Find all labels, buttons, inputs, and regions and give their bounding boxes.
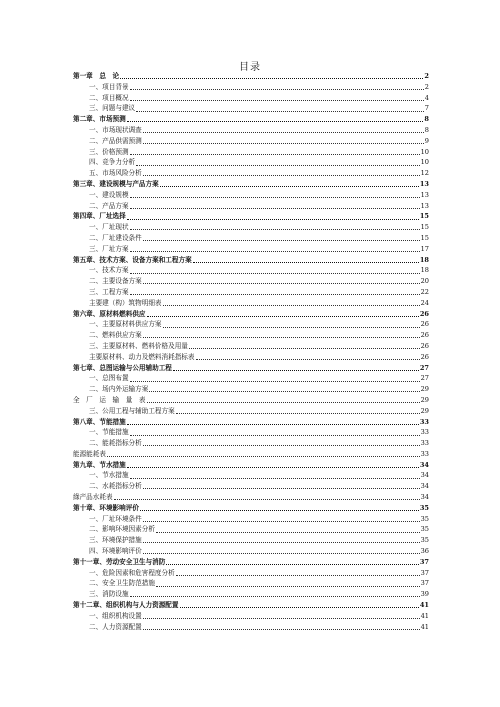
toc-page-number: 35 — [419, 503, 429, 512]
toc-page-number: 27 — [420, 374, 429, 383]
dot-leader — [189, 348, 420, 349]
dot-leader — [143, 240, 420, 241]
toc-entry-title: 一、厂址环境条件 — [89, 514, 142, 523]
toc-entry-title: 一、危险因素和危害程度分析 — [89, 568, 175, 577]
toc-chapter-entry[interactable] — [73, 114, 429, 125]
toc-entry-title: 二、场内外运输方案 — [89, 385, 149, 394]
toc-section-entry[interactable] — [73, 449, 429, 460]
toc-page-number: 2 — [424, 82, 429, 91]
toc-page-number: 41 — [420, 611, 429, 620]
dot-leader — [127, 467, 419, 468]
toc-entry-title: 二、影响环境因素分析 — [89, 525, 155, 534]
dot-leader — [107, 456, 420, 457]
dot-leader — [143, 283, 420, 284]
toc-entry-title: 一、厂址现状 — [89, 223, 129, 232]
dot-leader — [130, 251, 420, 252]
dot-leader — [176, 413, 420, 414]
toc-section-entry[interactable] — [73, 147, 429, 158]
toc-section-entry[interactable] — [73, 589, 429, 600]
toc-chapter-entry[interactable] — [73, 255, 429, 266]
dot-leader — [120, 78, 423, 79]
dot-leader — [130, 381, 420, 382]
toc-entry-title: 四、环境影响评价 — [89, 547, 142, 556]
toc-entry-title: 全 厂 运 输 量 表 — [73, 395, 146, 404]
toc-page-number: 37 — [420, 579, 429, 588]
toc-entry-title: 一、主要原材料供应方案 — [89, 320, 162, 329]
toc-section-entry[interactable] — [73, 233, 429, 244]
toc-page-number: 33 — [420, 439, 429, 448]
toc-entry-title: 第十一章、劳动安全卫生与消防 — [73, 557, 166, 566]
toc-entry-title: 三、主要原材料、燃料价格及用量 — [89, 341, 188, 350]
toc-entry-title: 三、公用工程与辅助工程方案 — [89, 406, 175, 415]
toc-section-entry[interactable] — [73, 492, 429, 503]
toc-entry-title: 一、项目背景 — [89, 82, 129, 91]
toc-section-entry[interactable] — [73, 276, 429, 287]
dot-leader — [136, 111, 424, 112]
dot-leader — [130, 229, 420, 230]
dot-leader — [156, 532, 420, 533]
toc-page-number: 13 — [420, 190, 429, 199]
toc-page-number: 29 — [420, 406, 429, 415]
dot-leader — [143, 542, 420, 543]
toc-page-number: 18 — [419, 255, 429, 264]
toc-entry-title: 二、项目概况 — [89, 93, 129, 102]
toc-chapter-entry[interactable] — [73, 363, 429, 374]
toc-entry-title: 三、价格预测 — [89, 147, 129, 156]
toc-page-number: 35 — [420, 536, 429, 545]
toc-chapter-entry[interactable] — [73, 71, 429, 82]
toc-title: 目录 — [239, 62, 261, 73]
toc-entry-title: 四、竞争力分析 — [89, 158, 136, 167]
toc-section-entry[interactable] — [73, 157, 429, 168]
toc-page-number: 17 — [420, 244, 429, 253]
toc-page-number: 10 — [420, 147, 429, 156]
toc-page-number: 29 — [420, 385, 429, 394]
toc-chapter-entry[interactable] — [73, 460, 429, 471]
toc-entry-title: 二、产品供需预测 — [89, 136, 142, 145]
toc-entry-title: 二、能耗指标分析 — [89, 439, 142, 448]
toc-entry-title: 二、人力资源配置 — [89, 622, 142, 631]
toc-page-number: 10 — [420, 158, 429, 167]
toc-page-number: 26 — [420, 331, 429, 340]
toc-section-entry[interactable] — [73, 568, 429, 579]
toc-section-entry[interactable] — [73, 298, 429, 309]
toc-page-number: 41 — [419, 601, 429, 610]
dot-leader — [143, 488, 420, 489]
toc-chapter-entry[interactable] — [73, 557, 429, 568]
toc-entry-title: 第十二章、组织机构与人力资源配置 — [73, 601, 179, 610]
toc-entry-title: 第六章、原材料燃料供应 — [73, 309, 146, 318]
toc-page-number: 15 — [420, 223, 429, 232]
toc-page-number: 15 — [419, 212, 429, 221]
toc-entry-title: 一、建设规模 — [89, 190, 129, 199]
dot-leader — [143, 629, 420, 630]
dot-leader — [130, 197, 420, 198]
toc-entry-title: 一、市场现状调查 — [89, 125, 142, 134]
toc-entry-title: 三、问题与建议 — [89, 104, 136, 113]
dot-leader — [130, 100, 424, 101]
toc-section-entry[interactable] — [73, 384, 429, 395]
toc-entry-title: 一、节水措施 — [89, 471, 129, 480]
toc-page-number: 13 — [419, 179, 429, 188]
toc-page-number: 22 — [420, 287, 429, 296]
toc-section-entry[interactable] — [73, 330, 429, 341]
dot-leader — [136, 165, 419, 166]
toc-page-number: 26 — [420, 320, 429, 329]
toc-page-number: 34 — [419, 460, 429, 469]
toc-section-entry[interactable] — [73, 341, 429, 352]
toc-section-entry[interactable] — [73, 190, 429, 201]
toc-page-number: 37 — [419, 557, 429, 566]
toc-entry-title: 二、水耗指标分析 — [89, 482, 142, 491]
toc-section-entry[interactable] — [73, 611, 429, 622]
toc-page-number: 34 — [420, 482, 429, 491]
toc-entry-title: 第四章、厂址选择 — [73, 212, 126, 221]
dot-leader — [114, 499, 420, 500]
toc-section-entry[interactable] — [73, 287, 429, 298]
toc-page-number: 18 — [420, 266, 429, 275]
dot-leader — [130, 435, 420, 436]
toc-page-number: 9 — [424, 136, 429, 145]
toc-section-entry[interactable] — [73, 373, 429, 384]
toc-section-entry[interactable] — [73, 265, 429, 276]
toc-chapter-entry[interactable] — [73, 179, 429, 190]
toc-section-entry[interactable] — [73, 578, 429, 589]
dot-leader — [180, 607, 419, 608]
dot-leader — [130, 89, 424, 90]
toc-section-entry[interactable] — [73, 524, 429, 535]
toc-section-entry[interactable] — [73, 535, 429, 546]
toc-entry-title: 第八章、节能措施 — [73, 417, 126, 426]
toc-section-entry[interactable] — [73, 481, 429, 492]
toc-page-number: 27 — [419, 363, 429, 372]
toc-entry-title: 第二章、市场预测 — [73, 115, 126, 124]
dot-leader — [143, 175, 420, 176]
toc-section-entry[interactable] — [73, 514, 429, 525]
toc-page-number: 33 — [419, 417, 429, 426]
toc-entry-title: 第三章、建设规模与产品方案 — [73, 179, 159, 188]
toc-entry-title: 一、节能措施 — [89, 428, 129, 437]
dot-leader — [143, 553, 420, 554]
toc-entry-title: 第五章、技术方案、设备方案和工程方案 — [73, 255, 192, 264]
toc-page-number: 33 — [420, 449, 429, 458]
dot-leader — [143, 143, 424, 144]
toc-page-number: 33 — [420, 428, 429, 437]
toc-entry-title: 二、安全卫生防范措施 — [89, 579, 155, 588]
dot-leader — [147, 316, 419, 317]
dot-leader — [143, 132, 424, 133]
toc-page-number: 26 — [419, 309, 429, 318]
toc-section-entry[interactable] — [73, 546, 429, 557]
toc-entry-title: 主要原材料、动力及燃料消耗指标表 — [89, 352, 195, 361]
toc-page-number: 34 — [420, 471, 429, 480]
dot-leader — [149, 391, 419, 392]
dot-leader — [143, 337, 420, 338]
toc-entry-title: 二、厂址建设条件 — [89, 233, 142, 242]
toc-entry-title: 一、组织机构设置 — [89, 611, 142, 620]
dot-leader — [130, 596, 420, 597]
toc-entry-title: 能源能耗表 — [73, 449, 106, 458]
toc-section-entry[interactable] — [73, 352, 429, 363]
dot-leader — [160, 186, 419, 187]
dot-leader — [127, 219, 419, 220]
dot-leader — [130, 208, 420, 209]
toc-page-number: 37 — [420, 568, 429, 577]
toc-page-number: 4 — [424, 93, 429, 102]
toc-section-entry[interactable] — [73, 622, 429, 633]
dot-leader — [130, 154, 420, 155]
dot-leader — [143, 521, 420, 522]
dot-leader — [196, 359, 420, 360]
dot-leader — [127, 424, 419, 425]
dot-leader — [130, 273, 420, 274]
toc-section-entry[interactable] — [73, 319, 429, 330]
toc-page-number: 26 — [420, 352, 429, 361]
toc-page-number: 35 — [420, 514, 429, 523]
toc-page-number: 24 — [420, 298, 429, 307]
toc-page-number: 41 — [420, 622, 429, 631]
toc-section-entry[interactable] — [73, 222, 429, 233]
toc-chapter-entry[interactable] — [73, 417, 429, 428]
toc-page-number: 26 — [420, 341, 429, 350]
dot-leader — [143, 445, 420, 446]
toc-chapter-entry[interactable] — [73, 600, 429, 611]
dot-leader — [143, 618, 420, 619]
toc-entry-title: 一、技术方案 — [89, 266, 129, 275]
toc-chapter-entry[interactable] — [73, 309, 429, 320]
toc-page-number: 2 — [424, 72, 429, 80]
dot-leader — [173, 370, 419, 371]
toc-section-entry[interactable] — [73, 427, 429, 438]
toc-section-entry[interactable] — [73, 103, 429, 114]
toc-page-number: 36 — [420, 547, 429, 556]
toc-section-entry[interactable] — [73, 438, 429, 449]
toc-entry-title: 五、市场风险分析 — [89, 169, 142, 178]
toc-entry-title: 第十章、环境影响评价 — [73, 503, 139, 512]
dot-leader — [130, 478, 420, 479]
toc-page-number: 20 — [420, 277, 429, 286]
toc-page-number: 15 — [420, 233, 429, 242]
dot-leader — [193, 262, 419, 263]
toc-entry-title: 三、消防设施 — [89, 590, 129, 599]
toc-page-number: 8 — [424, 125, 429, 134]
toc-page-number: 39 — [420, 590, 429, 599]
toc-entry-title: 一、总图布置 — [89, 374, 129, 383]
dot-leader — [130, 294, 420, 295]
toc-chapter-entry[interactable] — [73, 503, 429, 514]
dot-leader — [176, 575, 420, 576]
toc-section-entry[interactable] — [73, 168, 429, 179]
toc-chapter-entry[interactable] — [73, 211, 429, 222]
dot-leader — [163, 327, 420, 328]
toc-entry-title: 三、工程方案 — [89, 287, 129, 296]
toc-section-entry[interactable] — [73, 244, 429, 255]
toc-section-entry[interactable] — [73, 395, 429, 406]
toc-page-number: 29 — [420, 395, 429, 404]
toc-page-number: 35 — [420, 525, 429, 534]
dot-leader — [147, 402, 420, 403]
toc-entry-title: 主要建（构）筑物明细表 — [89, 298, 162, 307]
toc-page-number: 8 — [424, 115, 429, 124]
toc-page-number: 13 — [420, 201, 429, 210]
toc-section-entry[interactable] — [73, 82, 429, 93]
dot-leader — [166, 564, 419, 565]
toc-section-entry[interactable] — [73, 201, 429, 212]
toc-page-number: 12 — [420, 169, 429, 178]
toc-page-number: 7 — [424, 104, 429, 113]
table-of-contents — [73, 71, 429, 632]
toc-section-entry[interactable] — [73, 125, 429, 136]
toc-entry-title: 三、环境保护措施 — [89, 536, 142, 545]
toc-entry-title: 第九章、节水措施 — [73, 460, 126, 469]
toc-entry-title: 綠产品水耗表 — [73, 493, 113, 502]
toc-entry-title: 第七章、总图运输与公用辅助工程 — [73, 363, 172, 372]
toc-section-entry[interactable] — [73, 93, 429, 104]
toc-section-entry[interactable] — [73, 470, 429, 481]
toc-entry-title: 三、厂址方案 — [89, 244, 129, 253]
dot-leader — [163, 305, 420, 306]
dot-leader — [156, 586, 420, 587]
dot-leader — [127, 121, 424, 122]
toc-entry-title: 二、燃料供应方案 — [89, 331, 142, 340]
toc-section-entry[interactable] — [73, 136, 429, 147]
toc-entry-title: 第一章 总 论 — [73, 72, 120, 80]
toc-entry-title: 二、主要设备方案 — [89, 277, 142, 286]
toc-page-number: 34 — [420, 493, 429, 502]
toc-entry-title: 二、产品方案 — [89, 201, 129, 210]
toc-section-entry[interactable] — [73, 406, 429, 417]
dot-leader — [140, 510, 419, 511]
